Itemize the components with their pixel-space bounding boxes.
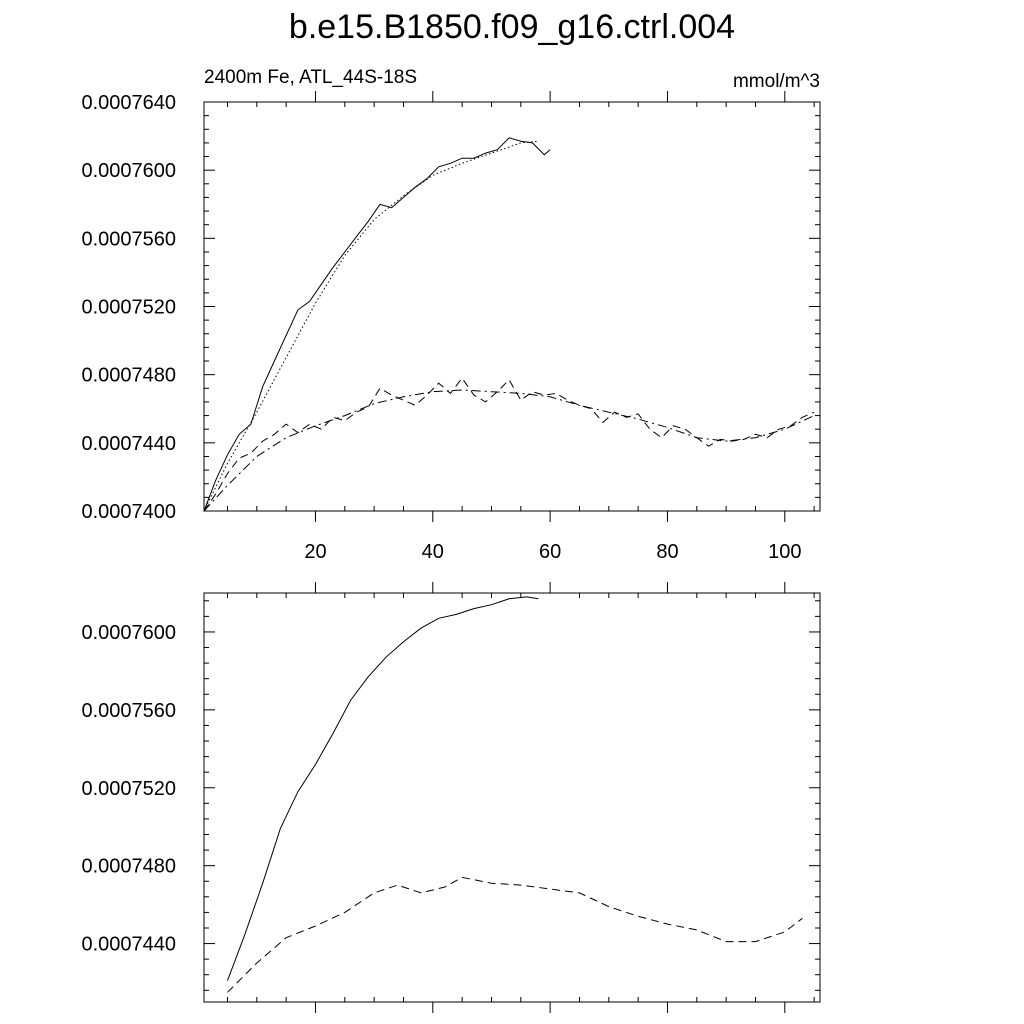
panel-bottom	[81, 582, 820, 1013]
panel-bottom-major-ticks	[204, 582, 820, 1013]
series-dotted-line	[204, 141, 538, 511]
panel-top-major-ticks	[204, 91, 820, 522]
y-tick-label: 0.0007600	[81, 621, 176, 644]
panel-top-series	[204, 138, 814, 511]
panel-top-minor-ticks	[204, 102, 820, 511]
figure-title: b.e15.B1850.f09_g16.ctrl.004	[288, 8, 736, 46]
series-solid-line	[204, 138, 550, 511]
y-tick-label: 0.0007560	[81, 228, 176, 251]
panel-top	[81, 91, 820, 563]
y-tick-label: 0.0007480	[81, 855, 176, 878]
panel-bottom-minor-ticks	[204, 593, 820, 1002]
y-tick-label: 0.0007520	[81, 777, 176, 800]
x-tick-label: 60	[539, 541, 562, 563]
x-tick-label: 40	[421, 541, 444, 563]
units-label: mmol/m^3	[732, 71, 820, 92]
series-solid-line	[228, 597, 539, 981]
panel-bottom-tick-labels	[81, 622, 176, 956]
y-tick-label: 0.0007440	[81, 933, 176, 956]
panel-bottom-series	[228, 597, 803, 992]
y-tick-label: 0.0007440	[81, 432, 176, 455]
x-tick-label: 80	[656, 541, 679, 563]
y-tick-label: 0.0007640	[81, 92, 176, 114]
panel-bottom-frame	[204, 593, 820, 1002]
x-tick-label: 20	[304, 541, 327, 563]
series-dash-dot-line	[204, 390, 814, 511]
series-dashed-line	[228, 877, 803, 992]
panel-top-frame	[204, 102, 820, 511]
y-tick-label: 0.0007400	[81, 501, 176, 523]
panel-top-tick-labels	[81, 92, 801, 563]
series-dashed-line	[204, 378, 814, 511]
y-tick-label: 0.0007560	[81, 699, 176, 722]
panel-left-label: 2400m Fe, ATL_44S-18S	[204, 67, 417, 88]
y-tick-label: 0.0007600	[81, 160, 176, 183]
y-tick-label: 0.0007480	[81, 364, 176, 387]
y-tick-label: 0.0007520	[81, 296, 176, 319]
x-tick-label: 100	[768, 541, 802, 563]
